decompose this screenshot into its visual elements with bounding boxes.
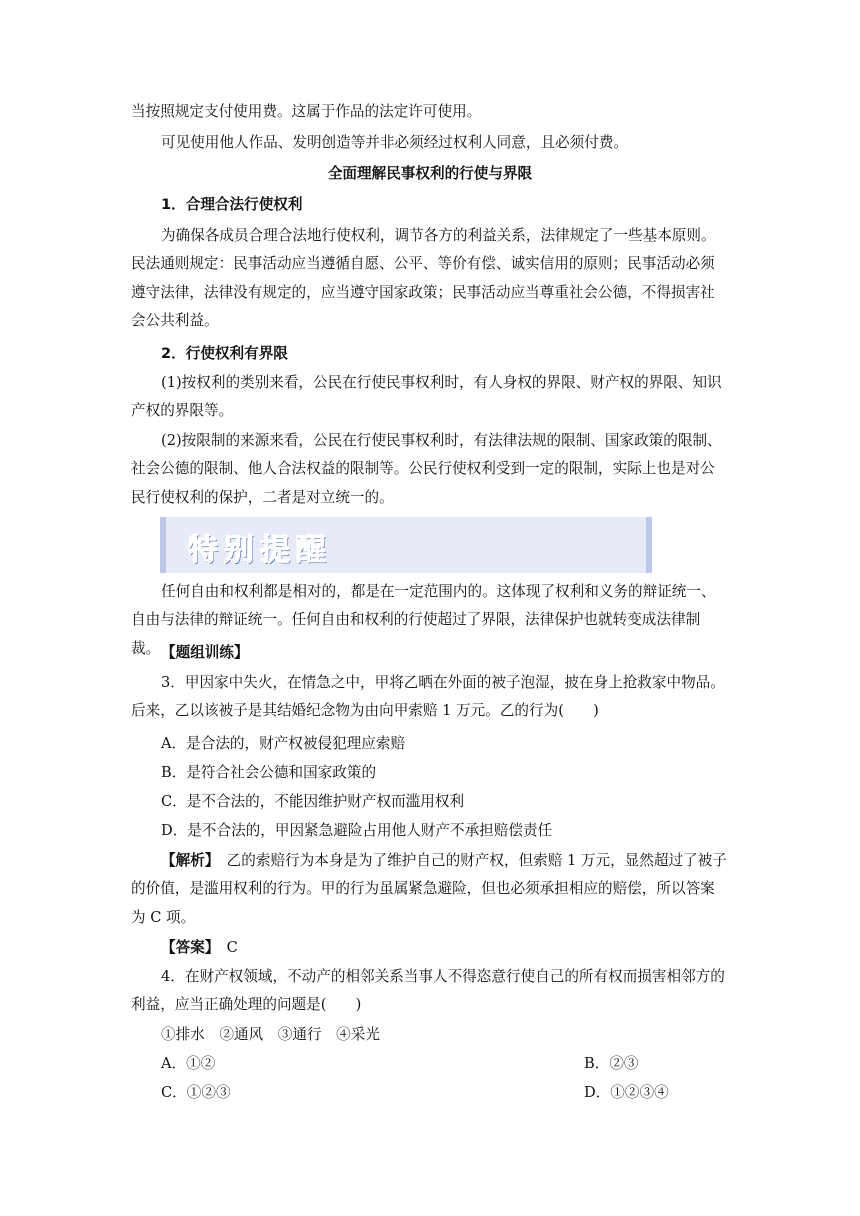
paragraph-rights-categories: (1)按权利的类别来看，公民在行使民事权利时，有人身权的界限、财产权的界限、知识产权的界限等。	[131, 374, 722, 420]
question-3: 3．甲因家中失火，在情急之中，甲将乙晒在外面的被子泡湿，披在身上抢救家中物品。后来，乙以该被子是其结婚纪念物为由向甲索赔 1 万元。乙的行为( )	[131, 674, 725, 720]
question-4-items: ①排水 ②通风 ③通行 ④采光	[161, 1026, 380, 1043]
subheading-1: 1．合理合法行使权利	[161, 196, 303, 213]
question-4-option-a: A．①②	[161, 1055, 216, 1072]
paragraph-principles: 为确保各成员合理合法地行使权利，调节各方的利益关系，法律规定了一些基本原则。民法通则规定：民事活动应当遵循自愿、公平、等价有偿、诚实信用的原则；民事活动必须遵守法律，法律没有规定的，应当遵守国家政策；民事活动应当尊重社会公德，不得损害社会公共利益。	[131, 227, 716, 330]
question-4: 4．在财产权领域，不动产的相邻关系当事人不得恣意行使自己的所有权而损害相邻方的利益，应当正确处理的问题是( )	[131, 968, 725, 1014]
question-3-option-b: B．是符合社会公德和国家政策的	[161, 764, 377, 781]
paragraph-continued: 当按照规定支付使用费。这属于作品的法定许可使用。	[131, 103, 482, 120]
analysis-text: 乙的索赔行为本身是为了维护自己的财产权，但索赔 1 万元，显然超过了被子的价值，是滥用权利的行为。甲的行为虽属紧急避险，但也必须承担相应的赔偿，所以答案为 C 项。	[131, 852, 727, 926]
question-4-option-d: D．①②③④	[584, 1084, 669, 1101]
paragraph-reminder: 任何自由和权利都是相对的，都是在一定范围内的。这体现了权利和义务的辩证统一、自由与法律的辩证统一。任何自由和权利的行使超过了界限，法律保护也就转变成法律制裁。	[131, 583, 716, 657]
banner-title: 特别提醒	[188, 533, 332, 568]
answer-text: C	[212, 939, 238, 956]
paragraph-limit-sources: (2)按限制的来源来看，公民在行使民事权利时，有法律法规的限制、国家政策的限制、社会公德的限制、他人合法权益的限制等。公民行使权利受到一定的限制，实际上也是对公民行使权利的保护，二者是对立统一的。	[131, 432, 722, 506]
answer-label: 【答案】	[161, 939, 213, 956]
group-training-label: 【题组训练】	[161, 644, 249, 661]
section-title: 全面理解民事权利的行使与界限	[327, 165, 533, 182]
analysis-paragraph	[131, 847, 729, 932]
question-3-option-d: D．是不合法的，甲因紧急避险占用他人财产不承担赔偿责任	[161, 822, 553, 839]
analysis-label: 【解析】	[161, 852, 213, 869]
subheading-2: 2．行使权利有界限	[161, 345, 288, 362]
special-reminder-banner	[160, 517, 652, 573]
question-4-option-b: B．②③	[584, 1055, 639, 1072]
question-3-option-c: C．是不合法的，不能因维护财产权而滥用权利	[161, 793, 465, 810]
answer-line	[161, 934, 238, 962]
question-3-option-a: A．是合法的，财产权被侵犯理应索赔	[161, 735, 406, 752]
paragraph-conclusion: 可见使用他人作品、发明创造等并非必须经过权利人同意，且必须付费。	[161, 134, 629, 151]
question-4-option-c: C．①②③	[161, 1084, 231, 1101]
